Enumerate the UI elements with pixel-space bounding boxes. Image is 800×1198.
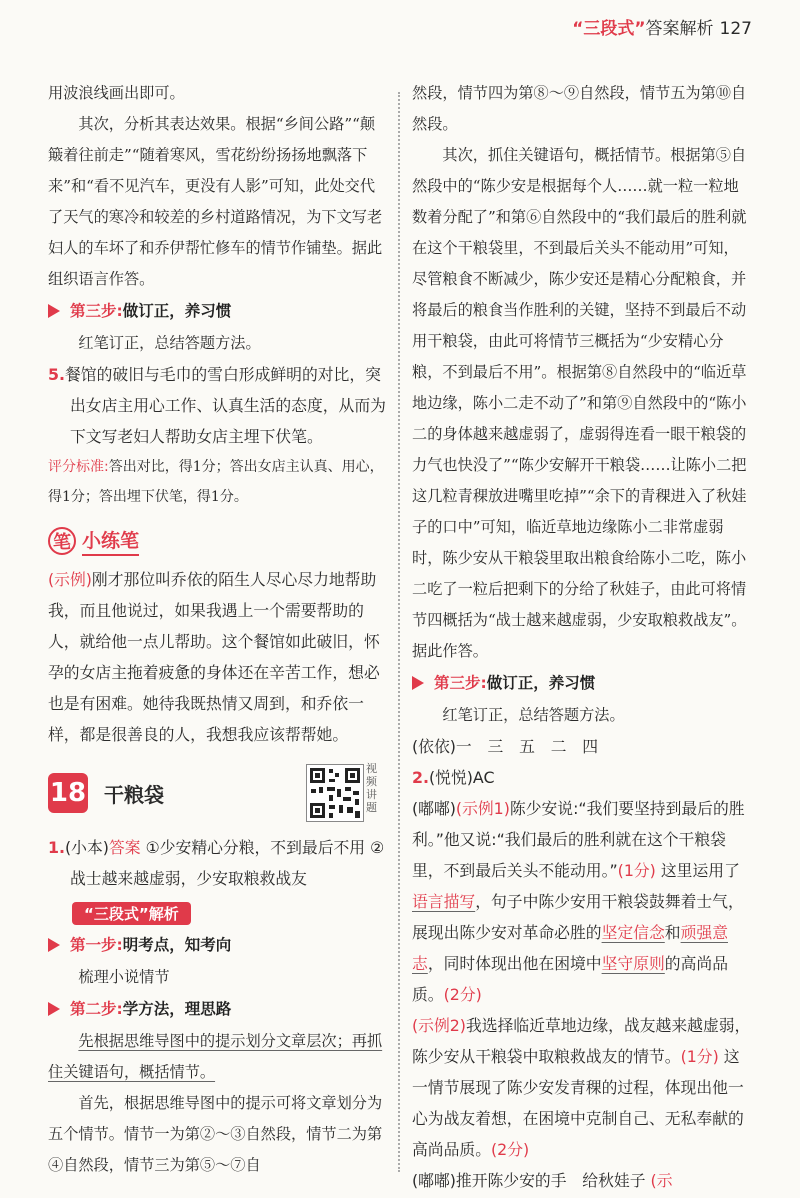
dudu-answer-2 [412,1010,752,1165]
left-step2 [48,993,386,1026]
step1-title: 明考点，知考向 [122,936,232,954]
first-para: 首先，根据思维导图中的提示可将文章划分为五个情节。情节一为第②～③自然段，情节二为第④自然段，情节三为第⑤～⑦自 [48,1094,383,1174]
dudu1-name: (嘟嘟) [412,799,456,818]
dudu2-text: 推开陈少安的手 给秋娃子 [455,1171,646,1190]
step2-body: 先根据思维导图中的提示划分文章层次；再抓住关键语句，概括情节。 [48,1032,383,1081]
right-step3-title: 做订正，养习惯 [486,674,596,692]
dudu2-name: (嘟嘟) [412,1171,456,1190]
ex1-c: ，句子中陈少安用干粮袋鼓舞着士气，展现出陈少安对革命必胜的 [412,892,744,942]
column-divider [398,92,400,1172]
point-3: (1分) [680,1047,719,1066]
left-column [48,78,386,1181]
point-4: (2分) [491,1140,530,1159]
step3-body: 红笔订正，总结答题方法。 [78,334,261,352]
dudu-answer-1 [412,793,752,1010]
left-step3 [48,295,386,328]
q5-number: 5. [48,365,65,384]
triangle-icon [412,676,424,690]
ex1-label: (示例1) [455,799,510,818]
right-column [412,78,752,1196]
q5-text: 餐馆的破旧与毛巾的雪白形成鲜明的对比，突出女店主用心工作、认真生活的态度，从而为下文写老妇人帮助女店主埋下伏笔。 [65,365,386,446]
example-para [48,564,386,750]
kw-jianshou: 坚守原则 [601,954,665,973]
right-step3-body: 红笔订正，总结答题方法。 [442,706,625,724]
q1-name: (小本) [65,838,109,857]
ex2-b: 这一情节展现了陈少安发青稞的过程，体现出他一心为战友着想，在困境中克制自己、无私奉献的高尚品质。 [412,1047,744,1159]
left-step1 [48,929,386,962]
triangle-icon [48,304,60,318]
page-header [572,14,752,39]
page-number: 127 [719,19,752,39]
header-title: 答案解析 [645,19,714,39]
qr-label: 视频讲题 [366,762,377,814]
dudu-answer-3 [412,1165,752,1196]
sanduanshi-tag: “三段式”解析 [72,902,191,925]
left-para-1: 用波浪线画出即可。 [48,84,185,102]
q1-answer: ①少安精心分粮，不到最后不用 ②战士越来越虚弱，少安取粮救战友 [70,838,385,888]
yiyi-answer: (依依)一 三 五 二 四 [412,737,599,756]
right-cont-para: 然段，情节四为第⑧～⑨自然段，情节五为第⑩自然段。 [412,84,747,133]
step3-title: 做订正，养习惯 [122,302,232,320]
lesson-heading [48,762,386,818]
kw-yuyan: 语言描写 [412,892,476,911]
kw-jianding: 坚定信念 [601,923,665,942]
xiaolianbi-title: 小练笔 [82,526,139,556]
point-2: (2分) [443,985,482,1004]
score-criteria [48,452,386,512]
triangle-icon [48,938,60,952]
ex1-and: 和 [664,923,681,942]
example-text: 刚才那位叫乔依的陌生人尽心尽力地帮助我，而且他说过，如果我遇上一个需要帮助的人，就给他一点儿帮助。这个餐馆如此破旧，怀孕的女店主拖着疲惫的身体还在辛苦工作，想必也是有困难。她待我既热情又周到，和乔依一样，都是很善良的人，我想我应该帮帮她。 [48,570,380,744]
right-step3-label: 第三步: [434,674,487,692]
qr-code-icon[interactable] [306,764,364,822]
right-step3 [412,667,752,700]
ex1-b: 这里运用了 [660,861,740,880]
step1-label: 第一步: [70,936,123,954]
step1-body: 梳理小说情节 [78,968,170,986]
step2-label: 第二步: [70,1000,123,1018]
xiaolianbi-heading [48,524,386,558]
score-text: 答出对比，得1分；答出女店主认真、用心，得1分；答出埋下伏笔，得1分。 [48,459,384,505]
score-label: 评分标准: [48,459,109,475]
q2-number: 2. [412,768,429,787]
question-1 [48,832,386,894]
q1-number: 1. [48,838,65,857]
step3-label: 第三步: [70,302,123,320]
right-second-para: 其次，抓住关键语句，概括情节。根据第⑤自然段中的“陈少安是根据每个人……就一粒一粒地数着分配了”和第⑥自然段中的“我们最后的胜利就在这个干粮袋里，不到最后关头不能动用”可知，尽管粮食不断减少，陈少安还是精心分配粮食，并将最后的粮食当作胜利的关键，坚持不到最后不动用干粮袋，由此可将情节三概括为“少安精心分粮，不到最后不用”。根据第⑧自然段中的“临近草地边缘，陈小二走不动了”和第⑨自然段中的“陈小二的身体越来越虚弱了，虚弱得连看一眼干粮袋的力气也快没了”“陈少安解开干粮袋……让陈小二把这几粒青稞放进嘴里吃掉”“余下的青稞进入了秋娃子的口中”可知，临近草地边缘陈小二非常虚弱时，陈少安从干粮袋里取出粮食给陈小二吃，陈小二吃了一粒后把剩下的分给了秋娃子，由此可将情节四概括为“战士越来越虚弱，少安取粮救战友”。据此作答。 [412,146,747,660]
triangle-icon [48,1002,60,1016]
point-1: (1分) [617,861,656,880]
kw-wanqiang: 顽强意志 [412,923,728,973]
lesson-title: 干粮袋 [104,782,164,807]
question-2 [412,762,752,793]
step2-title: 学方法，理思路 [122,1000,232,1018]
example-label: (示例) [48,570,92,589]
ex2-label: (示例2) [412,1016,466,1035]
left-para-2: 其次，分析其表达效果。根据“乡间公路”“颠簸着往前走”“随着寒风，雪花纷纷扬扬地飘落下来”和“看不见汽车，更没有人影”可知，此处交代了天气的寒冷和较差的乡村道路情况，为下文写老妇人的车坏了和乔伊帮忙修车的情节作铺垫。据此组织语言作答。 [48,115,383,288]
q2-text: (悦悦)AC [429,768,495,787]
lesson-number-badge: 18 [48,773,88,813]
ex1-d: ，同时体现出他在困境中 [427,954,602,973]
q1-answer-label: 答案 [108,838,141,857]
pen-icon: 笔 [48,527,76,555]
ex2-a: 我选择临近草地边缘，战友越来越虚弱，陈少安从干粮袋中取粮救战友的情节。 [412,1016,751,1066]
header-sanduanshi: “三段式” [572,19,646,39]
ex1-a: 陈少安说:“我们要坚持到最后的胜利。”他又说:“我们最后的胜利就在这个干粮袋里，不到最后关头不能动用。” [412,799,745,880]
dudu2-tail: (示 [650,1171,673,1190]
ex1-e: 的高尚品质。 [412,954,728,1004]
question-5 [48,359,386,452]
